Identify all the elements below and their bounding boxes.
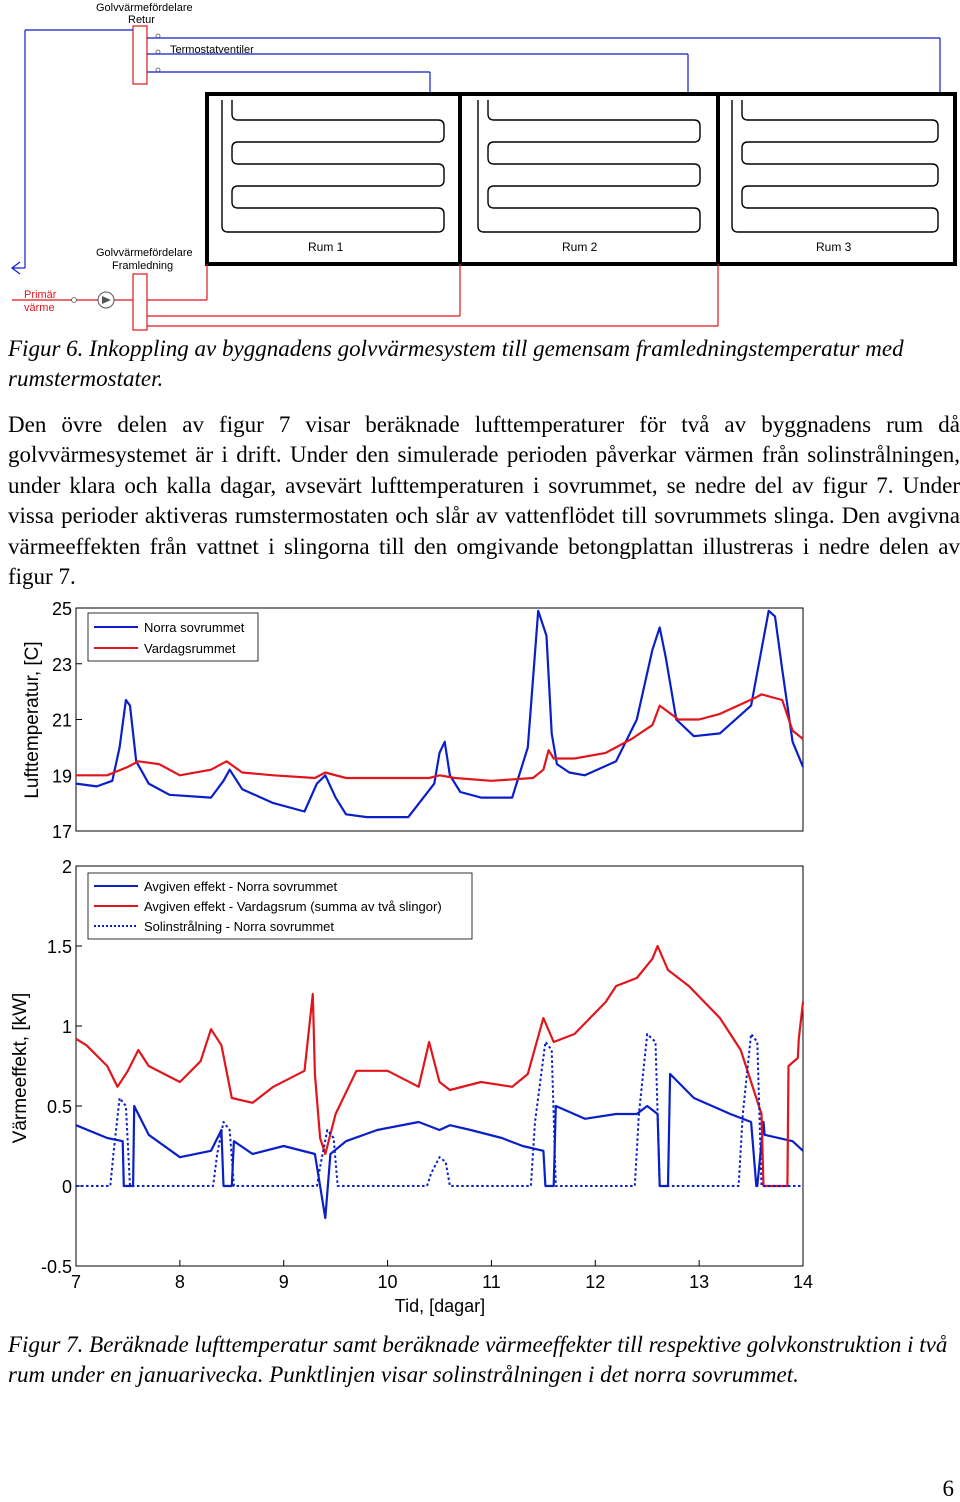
power-x-tick-label: 10 — [377, 1272, 398, 1292]
primary-heat-label-1: Primär — [24, 289, 57, 301]
body-paragraph — [8, 410, 960, 592]
legend-norra-label: Norra sovrummet — [144, 620, 245, 635]
figure-7-caption: Figur 7. Beräknade lufttemperatur samt beräknade värmeeffekter till respektive golvkonstruktion i två rum under en januarivecka. Punktlinjen visar solinstrålningen i det norra sovrummet. — [8, 1332, 948, 1387]
power-y-tick-label: 1.5 — [46, 937, 72, 957]
supply-pipes — [12, 264, 718, 326]
temperature-y-tick-label: 23 — [51, 654, 72, 675]
power-y-tick-label: -0.5 — [40, 1257, 72, 1277]
temperature-y-tick-label: 21 — [51, 710, 72, 731]
temperature-y-tick-label: 17 — [51, 822, 72, 842]
page-number: 6 — [942, 1476, 954, 1501]
return-manifold — [133, 26, 147, 84]
power-x-tick-label: 13 — [689, 1272, 710, 1292]
legend-norra-effekt-label: Avgiven effekt - Norra sovrummet — [144, 879, 338, 894]
temperature-y-axis-label: Lufttemperatur, [C] — [22, 641, 43, 799]
temperature-y-tick-label: 25 — [51, 599, 72, 619]
legend-vardags-label: Vardagsrummet — [144, 641, 236, 656]
return-manifold-label-2: Retur — [128, 14, 155, 26]
supply-manifold-label-1: Golvvärmefördelare — [96, 247, 193, 259]
power-y-tick-label: 0 — [61, 1177, 72, 1197]
power-x-tick-label: 11 — [482, 1272, 501, 1292]
power-x-tick-label: 8 — [174, 1272, 185, 1292]
power-x-tick-label: 14 — [792, 1272, 814, 1292]
return-manifold-label-1: Golvvärmefördelare — [96, 2, 193, 14]
legend-sol-label: Solinstrålning - Norra sovrummet — [144, 919, 335, 934]
figure-7-charts — [0, 590, 960, 1320]
legend-vardags-effekt-label: Avgiven effekt - Vardagsrum (summa av två slingor) — [144, 899, 442, 914]
temperature-chart — [22, 599, 803, 842]
thermostat-valve-icons — [156, 34, 160, 72]
power-chart — [10, 857, 813, 1316]
paragraph-sentence-1: Den övre delen av figur 7 visar beräknade lufttemperaturer för två av byggnadens rum då golvvärmesystemet är i drift. — [8, 412, 960, 468]
paragraph-sentence-2: Under den simulerade perioden påverkar värmen från solinstrålningen, under klara och kalla dagar, avsevärt lufttemperaturen i sovrummet, se nedre del av figur 7. — [8, 442, 960, 498]
thermostat-valves-label: Termostatventiler — [170, 44, 254, 56]
supply-manifold-label-2: Framledning — [112, 260, 174, 272]
paragraph-sentence-3: Under vissa perioder aktiveras rumstermostaten och slår av vattenflödet till sovrummets slinga. — [8, 472, 960, 529]
power-x-tick-label: 12 — [585, 1272, 606, 1292]
temperature-y-tick-label: 19 — [51, 766, 72, 787]
power-y-tick-label: 0.5 — [46, 1097, 72, 1117]
supply-manifold — [133, 274, 147, 330]
room-1-label: Rum 1 — [308, 240, 344, 254]
power-x-tick-label: 9 — [278, 1272, 289, 1292]
power-x-axis-label: Tid, [dagar] — [394, 1296, 486, 1316]
figure-6-caption: Figur 6. Inkoppling av byggnadens golvvärmesystem till gemensam framledningstemperatur med rumstermostater. — [8, 336, 904, 391]
power-x-tick-label: 7 — [70, 1272, 82, 1292]
paragraph-sentence-4: Den avgivna värmeeffekten från vattnet i slingorna till den omgivande betongplattan illustreras i nedre delen av figur 7. — [8, 503, 960, 590]
power-y-tick-label: 2 — [61, 857, 72, 877]
mixing-valve-icon — [72, 298, 77, 303]
power-y-axis-label: Värmeeffekt, [kW] — [10, 992, 31, 1144]
room-2-label: Rum 2 — [562, 240, 598, 254]
room-3-label: Rum 3 — [816, 240, 852, 254]
figure-6-diagram — [0, 0, 960, 335]
primary-heat-label-2: värme — [24, 302, 55, 314]
power-y-tick-label: 1 — [61, 1017, 72, 1037]
